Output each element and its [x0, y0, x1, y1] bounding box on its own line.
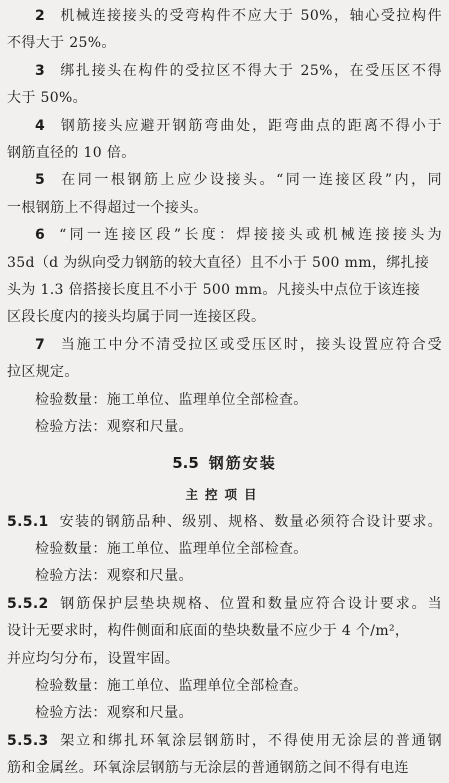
subsection-heading: 主控项目: [185, 486, 264, 502]
item-3: [7, 58, 442, 113]
clause-number: 5.5.3: [7, 732, 49, 749]
item-text-continued: 不得大于 25%。: [7, 35, 116, 52]
item-number: 3: [35, 62, 46, 79]
section-title: 钢筋安装: [208, 453, 277, 472]
item-number: 2: [35, 8, 46, 24]
check-quantity: 检验数量：施工单位、监理单位全部检查。: [35, 391, 308, 408]
item-number: 7: [35, 336, 46, 353]
clause-5-5-3: [7, 728, 442, 783]
item-text: 当施工中分不清受拉区或受压区时，接头设置应符合受: [59, 336, 442, 353]
clause-text-continued: 设计无要求时，构件侧面和底面的垫块数量不应少于 4 个/m²，: [7, 623, 410, 640]
clause-text: 钢筋保护层垫块规格、位置和数量应符合设计要求。当: [58, 595, 442, 612]
clause-number: 5.5.2: [7, 595, 49, 612]
item-text: 绑扎接头在构件的受拉区不得大于 25%，在受压区不得: [59, 62, 442, 79]
section-number: 5.5: [172, 453, 199, 472]
clause-5-5-2: [7, 591, 442, 673]
item-5: [7, 167, 442, 222]
clause-text-continued: 筋和金属丝。环氧涂层钢筋与无涂层的普通钢筋之间不得有电连: [7, 760, 409, 777]
check-method: 检验方法：观察和尺量。: [35, 419, 193, 436]
item-text-continued: 35d（d 为纵向受力钢筋的较大直径）且不小于 500 mm，绑扎接: [7, 254, 430, 271]
item-text-continued: 头为 1.3 倍搭接长度且不小于 500 mm。凡接头中点位于该连接: [7, 282, 421, 299]
clause-number: 5.5.1: [7, 513, 49, 530]
check-quantity: 检验数量：施工单位、监理单位全部检查。: [35, 677, 308, 694]
clause-5-5-1: [7, 509, 442, 536]
item-text-continued: 区段长度内的接头均属于同一连接区段。: [7, 309, 266, 326]
item-text-continued: 一根钢筋上不得超过一个接头。: [7, 199, 208, 216]
check-method: 检验方法：观察和尺量。: [35, 705, 193, 722]
item-number: 5: [35, 172, 46, 189]
section-heading: [7, 442, 442, 480]
item-text: 钢筋接头应避开钢筋弯曲处，距弯曲点的距离不得小于: [59, 117, 442, 134]
item-text-continued: 大于 50%。: [7, 90, 88, 107]
check-method: 检验方法：观察和尺量。: [35, 568, 193, 585]
clause-text: 安装的钢筋品种、级别、规格、数量必须符合设计要求。: [58, 513, 442, 530]
item-text: 在同一根钢筋上应少设接头。“同一连接区段”内，同: [59, 172, 442, 189]
check-quantity: 检验数量：施工单位、监理单位全部检查。: [35, 540, 308, 557]
item-text: “同一连接区段”长度：焊接接头或机械连接接头为: [59, 227, 442, 244]
item-number: 6: [35, 227, 46, 244]
item-text-continued: 钢筋直径的 10 倍。: [7, 145, 136, 162]
item-text-continued: 拉区规定。: [7, 364, 79, 381]
item-2: [7, 3, 442, 58]
item-7: [7, 332, 442, 387]
item-number: 4: [35, 117, 46, 134]
item-text: 机械连接接头的受弯构件不应大于 50%，轴心受拉构件: [59, 8, 442, 24]
clause-text: 架立和绑扎环氧涂层钢筋时，不得使用无涂层的普通钢: [58, 732, 442, 749]
item-6: [7, 222, 442, 332]
clause-text-continued: 并应均匀分布，设置牢固。: [7, 650, 180, 667]
item-4: [7, 113, 442, 168]
